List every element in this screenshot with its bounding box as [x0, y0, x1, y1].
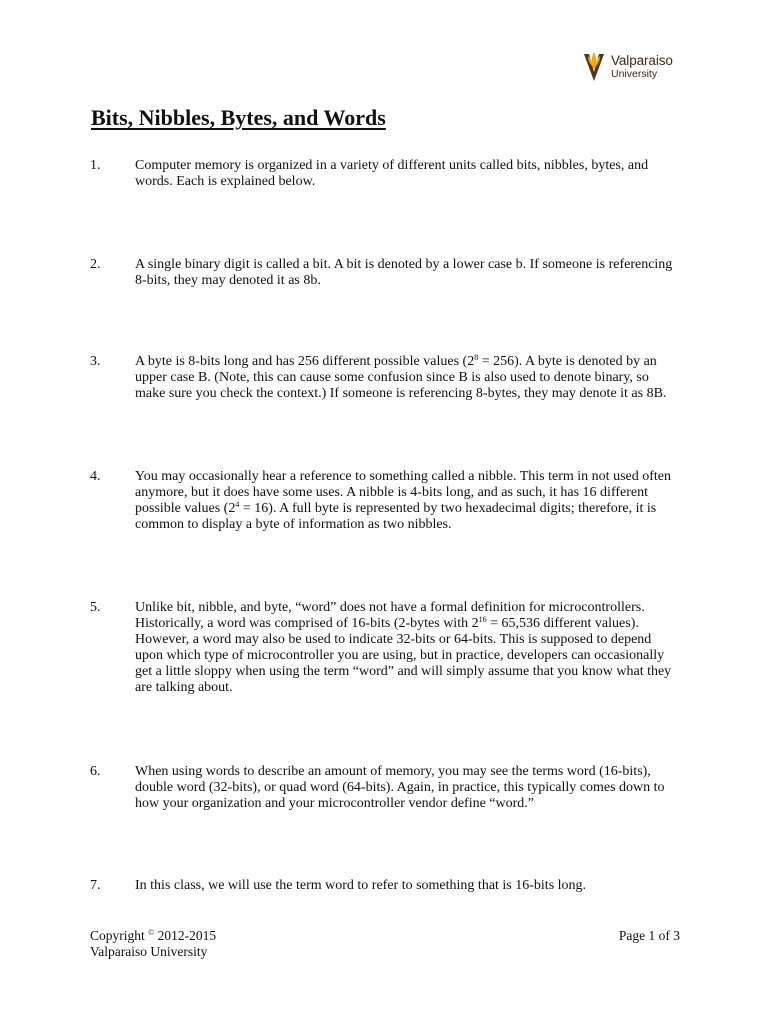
- item-text: A single binary digit is called a bit. A bit is denoted by a lower case b. If someone is referencing 8-bits, they may denoted it as 8b.: [135, 257, 673, 288]
- list-item: [90, 764, 686, 812]
- list-item: [90, 878, 686, 894]
- page-title: Bits, Nibbles, Bytes, and Words: [91, 105, 386, 130]
- item-text-part: = 256). A byte is denoted by an upper case B. (Note, this can cause some confusion since B is also used to denote binary, so make sure you check the context.) If someone is referencing 8-bytes, they may denote it as 8B.: [135, 354, 667, 401]
- copyright-symbol: ©: [148, 928, 155, 937]
- copyright-line: [90, 928, 680, 944]
- university-logo: [582, 50, 673, 83]
- item-number: 7.: [90, 878, 101, 893]
- footer-organization: Valparaiso University: [90, 944, 208, 959]
- item-number: 3.: [90, 354, 101, 369]
- item-number: 5.: [90, 600, 101, 615]
- exponent: 8: [474, 353, 479, 362]
- item-text-part: Unlike bit, nibble, and byte, “word” does not have a formal definition for microcontrollers. Historically, a word was comprised of 16-bits (2-bytes with 2: [135, 600, 645, 631]
- exponent: 4: [235, 500, 240, 509]
- item-text-part: = 65,536 different values). However, a word may also be used to indicate 32-bits or 64-bits. This is supposed to depend upon which type of microcontroller you are using, but in practice, developers can occasionally get a little sloppy when using the term “word” and will simply assume that you know what they are talking about.: [135, 616, 672, 695]
- item-number: 2.: [90, 257, 101, 272]
- logo-name: Valparaiso: [611, 52, 673, 68]
- item-text: When using words to describe an amount of memory, you may see the terms word (16-bits), double word (32-bits), or quad word (64-bits). Again, in practice, this typically comes down to how your organization and your microcontroller vendor define “word.”: [135, 764, 665, 811]
- item-text: [135, 469, 680, 533]
- torch-flame-icon: [582, 50, 606, 83]
- logo-subtitle: University: [611, 68, 658, 80]
- item-number: 4.: [90, 469, 101, 484]
- list-item: [90, 158, 686, 190]
- item-text: Computer memory is organized in a variety of different units called bits, nibbles, bytes, and words. Each is explained below.: [135, 158, 649, 189]
- list-item: [90, 600, 686, 696]
- item-text: In this class, we will use the term word to refer to something that is 16-bits long.: [135, 878, 587, 893]
- item-number: 1.: [90, 158, 101, 173]
- item-text-part: You may occasionally hear a reference to something called a nibble. This term in not used often anymore, but it does have some uses. A nibble is 4-bits long, and as such, it has 16 different possible values (2: [135, 469, 671, 516]
- list-item: [90, 469, 686, 533]
- exponent: 16: [478, 615, 487, 624]
- item-text: [135, 354, 680, 402]
- item-text-part: A byte is 8-bits long and has 256 different possible values (2: [135, 354, 475, 369]
- list-item: [90, 257, 686, 289]
- item-text-part: = 16). A full byte is represented by two hexadecimal digits; therefore, it is common to display a byte of information as two nibbles.: [135, 501, 657, 532]
- item-text: [135, 600, 680, 696]
- copyright-prefix: Copyright: [90, 928, 149, 943]
- list-item: [90, 354, 686, 402]
- item-number: 6.: [90, 764, 101, 779]
- page-footer: [90, 928, 680, 960]
- copyright-years: 2012-2015: [154, 928, 217, 943]
- page-number: Page 1 of 3: [618, 928, 680, 943]
